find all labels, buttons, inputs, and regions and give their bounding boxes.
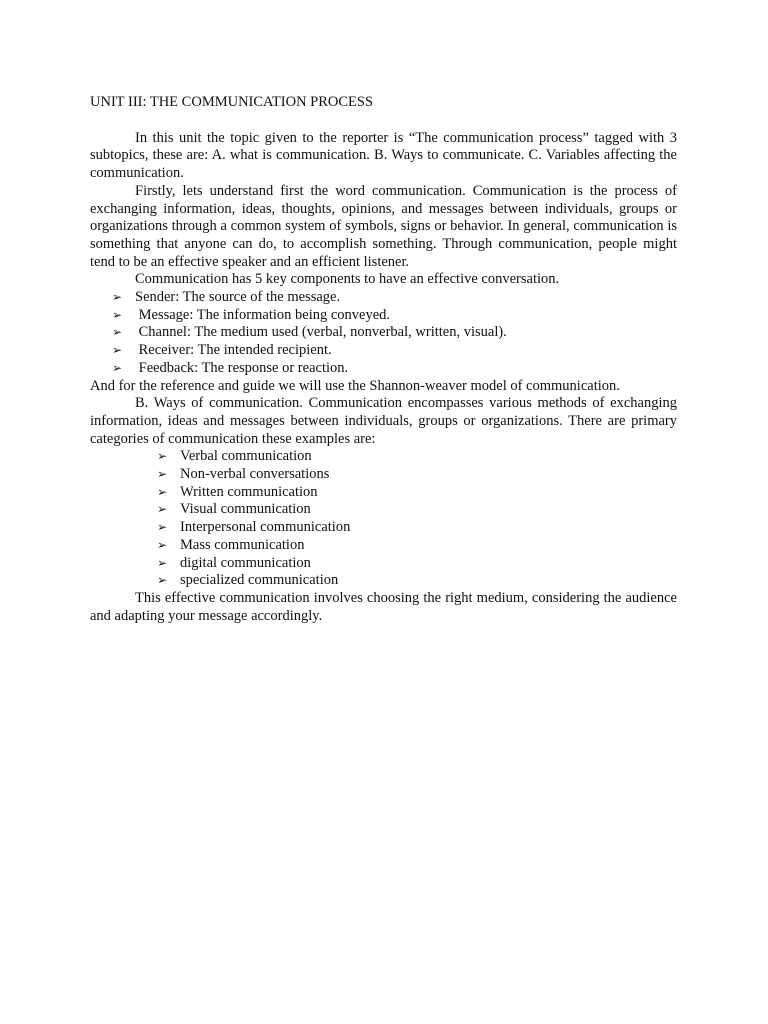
document-title: UNIT III: THE COMMUNICATION PROCESS [90,94,374,110]
list-item-text: Visual communication [180,501,311,518]
list-item-text: specialized communication [180,572,339,589]
reference-paragraph: And for the reference and guide we will use the Shannon-weaver model of communication. [90,377,620,394]
list-item-text: Receiver: The intended recipient. [135,342,332,359]
list-item-text: Non-verbal conversations [180,466,330,483]
arrowhead-bullet-icon: ➢ [112,360,123,375]
list-item-text: digital communication [180,554,311,571]
intro-paragraph: In this unit the topic given to the reporter is “The communication process” tagged with 3 subtopics, these are: A. what is communication. B. Ways to communicate. C. Variables affecting the communication. [90,129,677,182]
arrowhead-bullet-icon: ➢ [157,502,168,517]
list-item [90,466,677,484]
arrowhead-bullet-icon: ➢ [112,290,123,305]
definition-paragraph: Firstly, lets understand first the word communication. Communication is the process of exchanging information, ideas, thoughts, opinions, and messages between individuals, groups or organizations through a common system of symbols, signs or behavior. In general, communication is something that anyone can do, to accomplish something. Through communication, people might tend to be an effective speaker and an efficient listener. [90,182,677,270]
list-item [90,324,677,342]
list-item [90,572,677,590]
arrowhead-bullet-icon: ➢ [157,520,168,535]
list-item [90,501,677,519]
ways-paragraph: B. Ways of communication. Communication encompasses various methods of exchanging information, ideas and messages between individuals, groups or organizations. There are primary categories of communication these examples are: [90,395,677,447]
arrowhead-bullet-icon: ➢ [157,573,168,588]
list-item-text: Verbal communication [180,448,312,465]
arrowhead-bullet-icon: ➢ [112,343,123,358]
list-item [90,555,677,573]
arrowhead-bullet-icon: ➢ [157,467,168,482]
list-item-text: Sender: The source of the message. [135,289,341,306]
list-item [90,448,677,466]
arrowhead-bullet-icon: ➢ [157,555,168,570]
list-item-text: Message: The information being conveyed. [135,306,391,323]
list-item-text: Mass communication [180,536,305,553]
list-item-text: Channel: The medium used (verbal, nonverbal, written, visual). [135,324,507,341]
list-item [90,360,677,378]
list-item [90,289,677,307]
list-item [90,342,677,360]
list-item-text: Interpersonal communication [180,519,351,536]
list-item [90,519,677,537]
document-page [90,94,677,625]
categories-list [90,448,677,590]
list-item-text: Feedback: The response or reaction. [135,359,349,376]
list-item [90,484,677,502]
components-intro-paragraph: Communication has 5 key components to have an effective conversation. [135,271,560,288]
arrowhead-bullet-icon: ➢ [112,325,123,340]
arrowhead-bullet-icon: ➢ [157,537,168,552]
arrowhead-bullet-icon: ➢ [112,307,123,322]
closing-paragraph: This effective communication involves choosing the right medium, considering the audience and adapting your message accordingly. [90,589,677,624]
arrowhead-bullet-icon: ➢ [157,484,168,499]
list-item [90,537,677,555]
components-list [90,289,677,378]
list-item [90,307,677,325]
list-item-text: Written communication [180,483,318,500]
arrowhead-bullet-icon: ➢ [157,449,168,464]
